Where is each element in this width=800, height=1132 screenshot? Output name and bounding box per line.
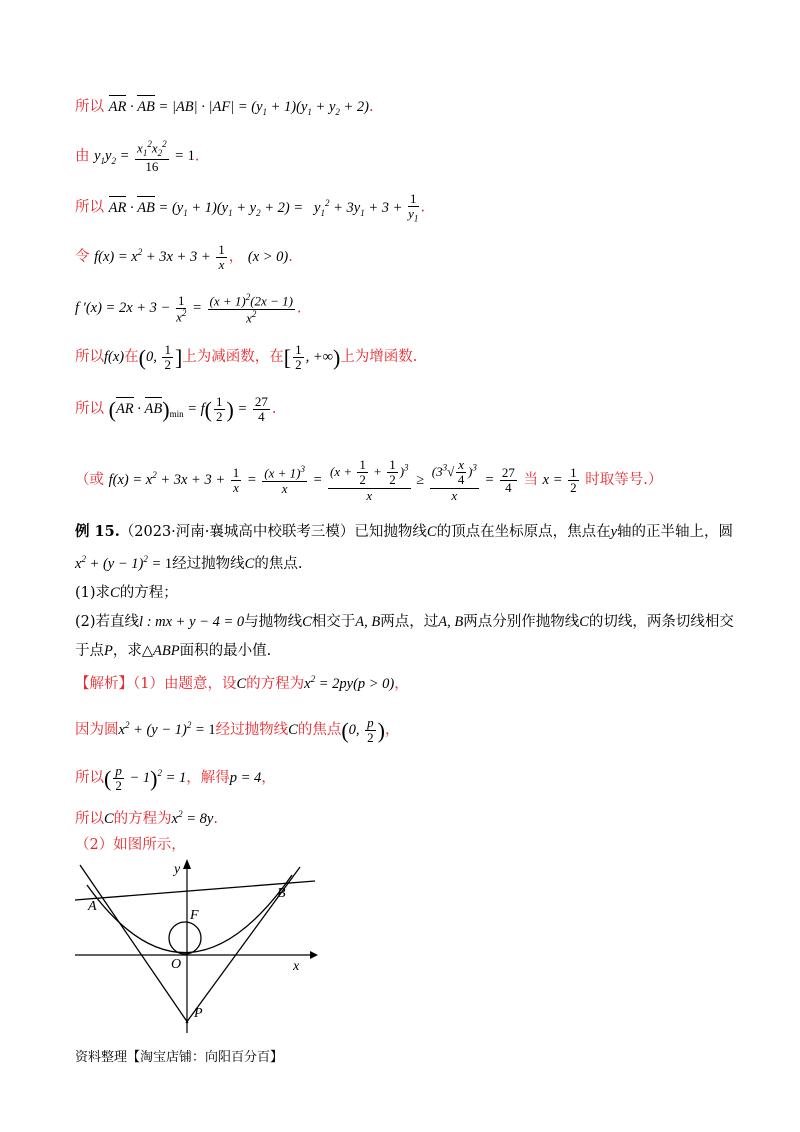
question-2-line-eq: l : mx + y − 4 = 0 — [139, 614, 245, 630]
line-4-prefix: 令 — [75, 249, 90, 266]
label-y: y — [174, 862, 181, 877]
solution-1-a: （1）由题意，设 — [133, 675, 237, 692]
question-1-b: 的方程； — [119, 585, 178, 601]
line-8-when: 当 — [523, 471, 539, 488]
solution-2-c: C — [288, 722, 298, 739]
label-f: F — [190, 908, 199, 923]
question-2-line-1 — [75, 613, 734, 633]
solution-tag: 【解析】 — [75, 675, 133, 692]
line-6-text-c: 上为减函数，在 — [182, 349, 284, 366]
line-2-math: $y_1y_2$ = $\frac{x_1^2x_2^2}{16}$ = 1 — [94, 139, 195, 174]
solution-3-p: p = 4 — [229, 770, 262, 787]
question-1-c: C — [110, 585, 120, 601]
line-2: 由 $y_1y_2$ = $\frac{x_1^2x_2^2}{16}$ = 1. — [75, 139, 200, 174]
question-2-a: (2)若直线 — [75, 614, 140, 630]
line-7-prefix: 所以 — [75, 401, 104, 418]
line-6-text-b: 在 — [124, 349, 139, 366]
tangent-at-a — [80, 865, 188, 1023]
question-2-e: 两点分别作抛物线 — [463, 614, 580, 630]
solution-2-a: 因为圆 — [75, 722, 119, 739]
line-6-text-d: 上为增函数. — [340, 349, 418, 366]
solution-2-c-text: 的焦点 — [297, 722, 342, 739]
solution-1-b: 的方程为 — [246, 675, 305, 692]
line-6 — [75, 343, 417, 373]
solution-2-focus: (0, $\frac{p}{2}$ ) — [341, 715, 385, 746]
example-c-2: C — [244, 555, 255, 572]
solution-3-a: 所以 — [75, 770, 104, 787]
y-axis-arrow — [183, 859, 191, 869]
solution-4-a: 所以 — [75, 810, 104, 827]
question-2-p: P — [104, 643, 113, 659]
line-4-math: $f(x) = x^2 + 3x + 3$ + $\frac{1}{x}$ — [94, 242, 225, 273]
line-1: 所以 AR · AB = $|AB| \cdot |AF| = (y_1 + 1)(y_1 + y_2 + 2)$. — [75, 99, 374, 117]
parabola-figure — [70, 855, 320, 1035]
line-3: 所以 AR · AB = $(y_1 + 1)(y_1 + y_2 + 2) = y_1^2 + 3y_1 + 3$ + $\frac{1}{y_1}$ . — [75, 191, 426, 224]
line-8-end: 时取等号.） — [585, 471, 663, 488]
line-4-domain: (x > 0) — [247, 249, 289, 266]
question-2-c2: C — [579, 614, 589, 630]
line-6-fx: f(x) — [104, 349, 125, 366]
example-y: y — [610, 524, 618, 540]
example-line-1 — [75, 522, 733, 543]
question-2-c1: C — [302, 614, 312, 630]
solution-line-2: 因为圆$x^2 + (y - 1)^2 = 1$经过抛物线C的焦点(0, $\frac{p}{2}$ )， — [75, 715, 400, 746]
solution-line-1: 【解析】（1）由题意，设C的方程为$x^2 = 2py(p > 0)$， — [75, 674, 409, 692]
question-2-g: 于点 — [75, 643, 104, 659]
example-text-4: 的焦点. — [254, 555, 303, 572]
solution-4-c: C — [104, 810, 114, 827]
line-5: f ′(x) = 2x + 3 − $\frac{1}{x^2}$ = $\frac{(x + 1)^2(2x - 1)}{x^2}$ . — [75, 292, 302, 325]
question-2-b: 与抛物线 — [244, 614, 303, 630]
question-1-a: (1)求 — [75, 585, 111, 601]
question-2-ab1: A, B — [355, 614, 381, 630]
solution-1-c: C — [236, 675, 247, 692]
line-3-math: AR · AB = $(y_1 + 1)(y_1 + y_2 + 2) = y_1^2 + 3y_1 + 3$ + $\frac{1}{y_1}$ — [108, 191, 419, 224]
example-c-1: C — [426, 524, 437, 540]
line-5-math: f ′(x) = 2x + 3 − $\frac{1}{x^2}$ = $\frac{(x + 1)^2(2x - 1)}{x^2}$ — [75, 292, 293, 325]
line-6-interval-1: (0, $\frac{1}{2}$ ] — [138, 342, 183, 373]
question-2-triangle: △ABP — [141, 643, 180, 659]
label-p: P — [194, 1006, 203, 1021]
example-text-2: 轴的正半轴上，圆 — [617, 524, 734, 540]
example-circle-eq: $x^2 + (y - 1)^2 = 1$ — [75, 554, 173, 572]
line-6-interval-2: [ $\frac{1}{2}$ , +∞) — [283, 342, 341, 373]
example-line-2 — [75, 553, 302, 574]
footer-text: 资料整理【淘宝店铺：向阳百分百】 — [75, 1050, 284, 1065]
solution-5: （2）如图所示， — [75, 837, 186, 853]
line-8-open: （或 — [75, 471, 104, 488]
example-text-1: 的顶点在坐标原点，焦点在 — [436, 524, 611, 540]
question-2-i: 面积的最小值. — [179, 643, 272, 659]
solution-3-b: ，解得 — [186, 770, 230, 787]
line-7: 所以 $(AR \cdot AB)_{min} = f$( $\frac{1}{2}$ ) = $\frac{27}{4}$ . — [75, 394, 277, 425]
question-2-d: 两点，过 — [380, 614, 439, 630]
example-text-3: 经过抛物线 — [172, 555, 245, 572]
label-b: B — [277, 886, 286, 901]
solution-2-b: 经过抛物线 — [215, 722, 289, 739]
solution-4-b: 的方程为 — [113, 810, 172, 827]
question-1 — [75, 584, 178, 604]
solution-1-eq: $x^2 = 2py(p > 0)$ — [304, 674, 395, 692]
label-x: x — [293, 959, 300, 974]
line-4: 令 $f(x) = x^2 + 3x + 3$ + $\frac{1}{x}$ ， (x > 0). — [75, 242, 293, 273]
question-2-ab2: A, B — [438, 614, 464, 630]
solution-3-eq: ( $\frac{p}{2}$ − 1)$^2$ = 1 — [104, 763, 187, 794]
question-2-line-2 — [75, 642, 271, 662]
solution-line-4: 所以C的方程为$x^2 = 8y$. — [75, 809, 218, 827]
solution-line-5 — [75, 836, 186, 856]
line-1-prefix: 所以 — [75, 99, 104, 115]
focus-circle — [169, 922, 201, 954]
line-3-prefix: 所以 — [75, 199, 104, 216]
example-label: 例 15. — [75, 523, 120, 540]
question-2-h: ，求 — [112, 643, 142, 659]
line-8-math: $f(x) = x^2 + 3x + 3$ + $\frac{1}{x}$ = $\frac{(x + 1)^3}{x}$ = (x + $\frac{1}{2}$ + $\frac{1}{2}$ )$^3$ x ≥ ($3^3√$ $\frac{x}{4}$ )$^3$ x = $\frac{27}{4}$ — [108, 457, 515, 503]
solution-4-eq: $x^2 = 8y$ — [171, 809, 214, 827]
question-2-f: 的切线，两条切线相交 — [588, 614, 734, 630]
line-8-condition: x = $\frac{1}{2}$ — [542, 464, 577, 495]
label-a: A — [88, 899, 97, 914]
solution-2-circle: $x^2 + (y - 1)^2 = 1$ — [118, 720, 216, 739]
label-o: O — [171, 957, 182, 972]
x-axis-arrow — [310, 951, 318, 959]
question-2-c: 相交于 — [311, 614, 356, 630]
line-8 — [75, 458, 662, 503]
line-6-text-a: 所以 — [75, 349, 104, 366]
line-2-prefix: 由 — [75, 148, 90, 165]
line-1-math: AR · AB = $|AB| \cdot |AF| = (y_1 + 1)(y_1 + y_2 + 2)$ — [108, 99, 370, 117]
example-source: （2023·河南·襄城高中校联考三模）已知抛物线 — [119, 524, 427, 540]
line-7-math: $(AR \cdot AB)_{min} = f$( $\frac{1}{2}$ ) = $\frac{27}{4}$ — [108, 394, 268, 425]
solution-line-3: 所以( $\frac{p}{2}$ − 1)$^2$ = 1，解得p = 4， — [75, 763, 276, 794]
